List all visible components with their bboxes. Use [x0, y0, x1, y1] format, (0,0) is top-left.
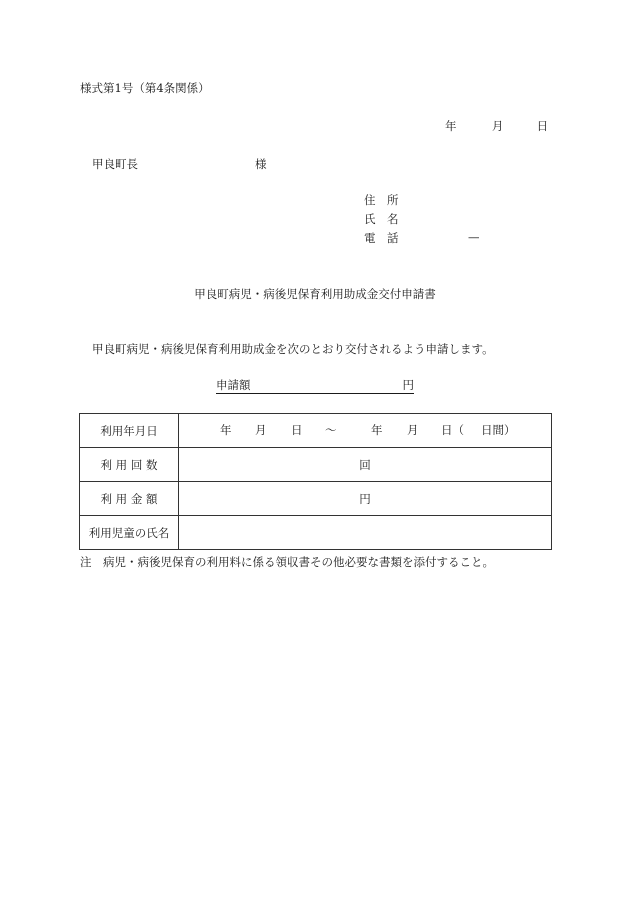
applicant-name-label: 氏 名: [364, 212, 399, 226]
table-row-usage-amount: [80, 482, 552, 516]
date-from-year: 年: [220, 423, 232, 437]
requested-amount-line: [216, 378, 414, 394]
child-name-field: [179, 516, 552, 550]
attachment-note: 注 病児・病後児保育の利用料に係る領収書その他必要な書類を添付すること。: [80, 555, 494, 569]
usage-days-count: 日間）: [481, 423, 516, 437]
date-to-day: 日（: [441, 423, 464, 437]
date-to-month: 月: [407, 423, 419, 437]
usage-amount-label: 利 用 金 額: [80, 482, 179, 516]
date-day-label: 日: [536, 119, 549, 133]
table-row-child-name: [80, 516, 552, 550]
document-title: 甲良町病児・病後児保育利用助成金交付申請書: [194, 287, 436, 301]
date-from-month: 月: [255, 423, 267, 437]
date-year-label: 年: [445, 119, 457, 133]
phone-separator: —: [468, 230, 480, 244]
table-row-usage-date: [80, 414, 552, 448]
usage-date-label: 利用年月日: [80, 414, 179, 448]
applicant-phone-label: 電 話: [364, 231, 399, 245]
date-range-tilde: ～: [325, 423, 337, 437]
date-from-day: 日: [291, 423, 303, 437]
usage-count-unit: 回: [179, 448, 552, 482]
child-name-label: 利用児童の氏名: [80, 516, 179, 550]
form-number: 様式第1号（第4条関係）: [80, 81, 210, 95]
submission-date: [445, 119, 548, 133]
usage-amount-unit: 円: [179, 482, 552, 516]
date-month-label: 月: [491, 119, 504, 133]
requested-amount-unit: 円: [402, 378, 414, 392]
detail-table: [79, 413, 552, 550]
table-row-usage-count: [80, 448, 552, 482]
addressee-honorific: 様: [255, 157, 267, 171]
usage-count-label: 利 用 回 数: [80, 448, 179, 482]
addressee: 甲良町長: [92, 157, 138, 171]
requested-amount-label: 申請額: [216, 378, 251, 392]
usage-date-field: [179, 414, 552, 448]
date-to-year: 年: [371, 423, 383, 437]
applicant-address-label: 住 所: [364, 193, 399, 207]
document-body: 甲良町病児・病後児保育利用助成金を次のとおり交付されるよう申請します。: [92, 342, 494, 356]
